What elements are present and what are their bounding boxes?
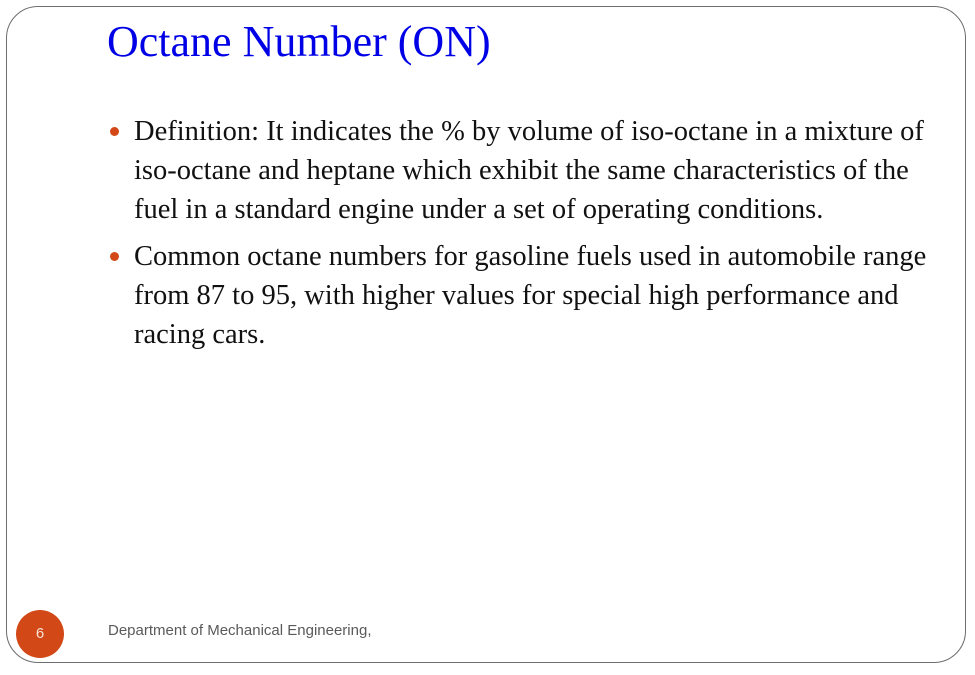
bullet-item-definition: [107, 112, 927, 229]
footer-text: Department of Mechanical Engineering,: [108, 622, 372, 639]
page-number-badge: 6: [16, 610, 64, 658]
bullet-text: Common octane numbers for gasoline fuels used in automobile range from 87 to 95, with higher values for special high performance and racing cars.: [134, 241, 927, 350]
bullet-dot-icon: [110, 127, 119, 136]
slide-title: Octane Number (ON): [107, 17, 491, 66]
bullet-list: [107, 112, 927, 362]
bullet-text: Definition: It indicates the % by volume of iso-octane in a mixture of iso-octane and heptane which exhibit the same characteristics of the fuel in a standard engine under a set of operating conditions.: [134, 116, 924, 225]
bullet-dot-icon: [110, 252, 119, 261]
bullet-item-common-octane: [107, 237, 927, 354]
